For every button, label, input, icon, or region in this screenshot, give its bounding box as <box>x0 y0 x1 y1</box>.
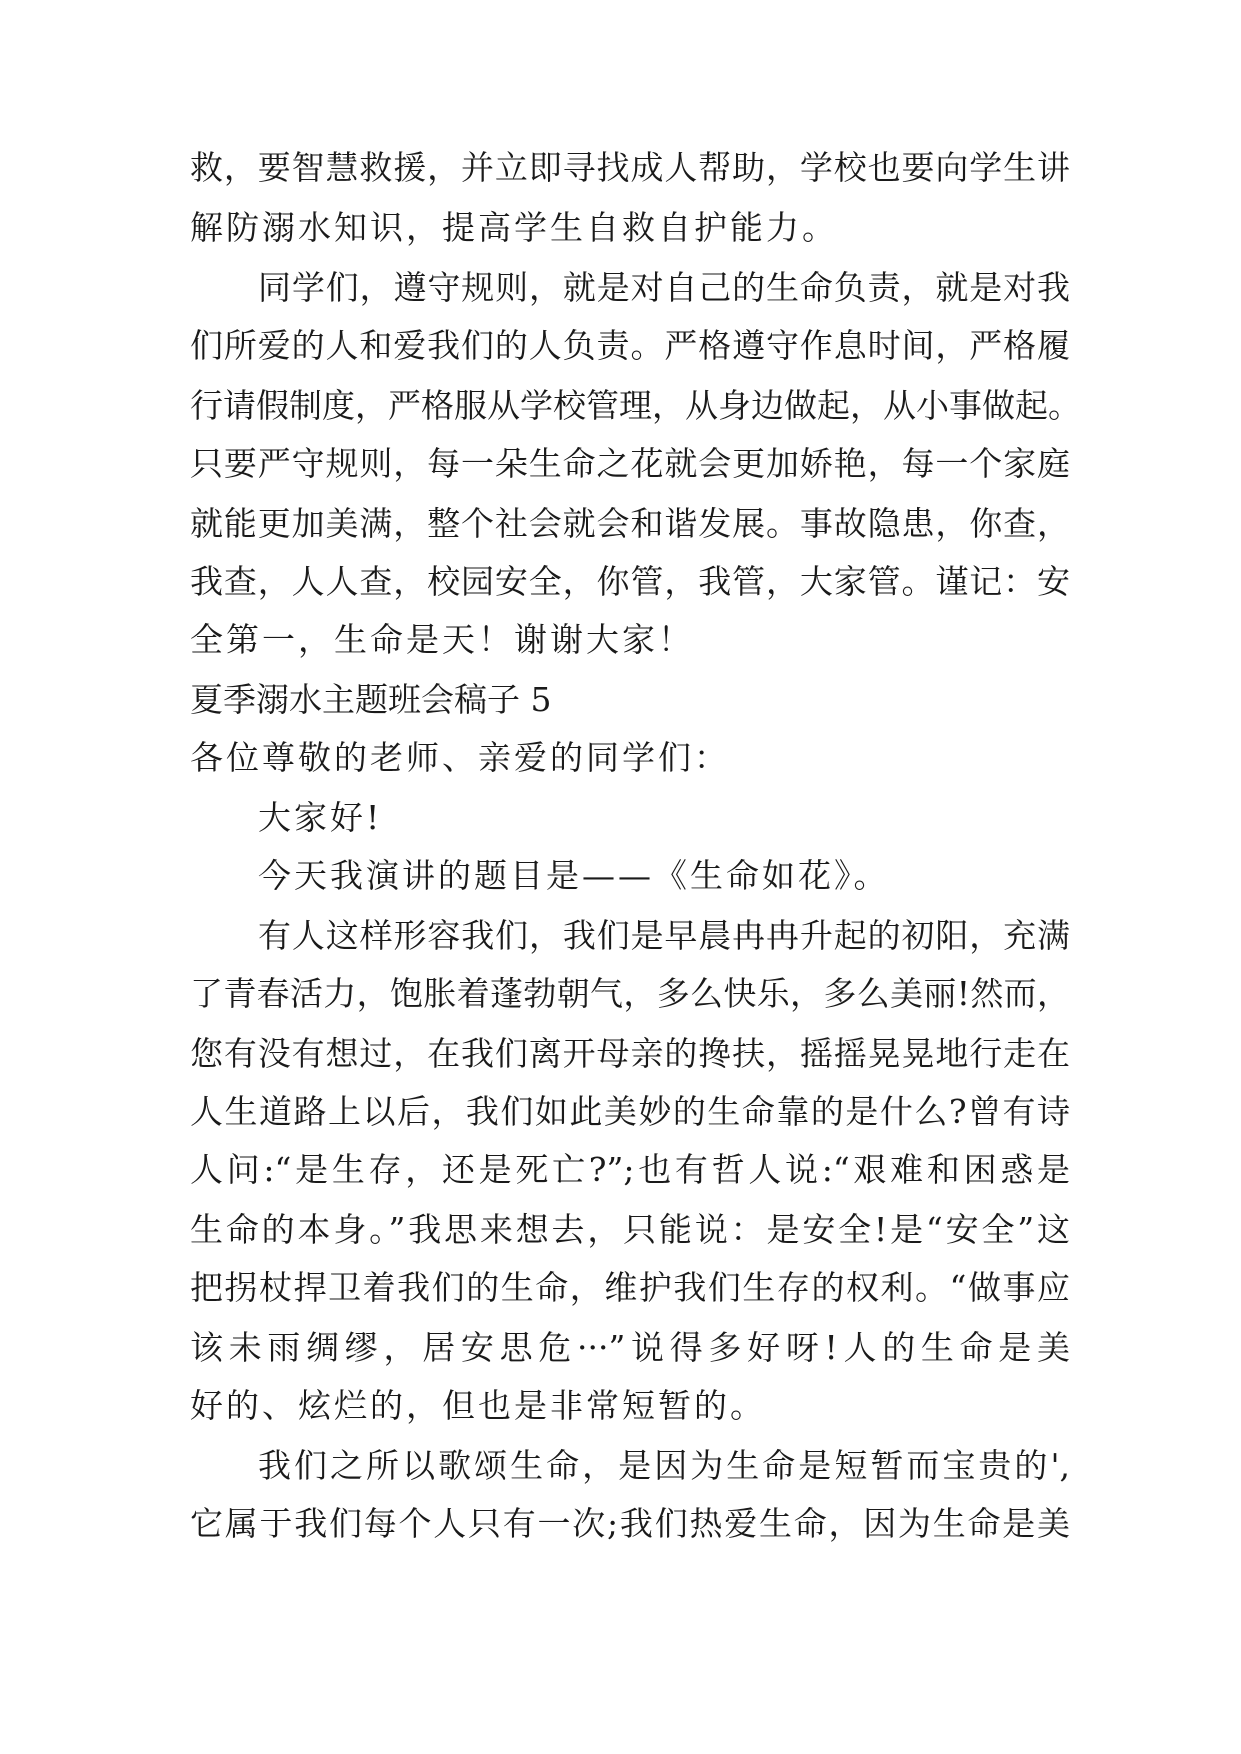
body-text-line: 人问:“是生存，还是死亡?”;也有哲人说:“艰难和困惑是 <box>190 1150 1070 1189</box>
body-text-line: 只要严守规则，每一朵生命之花就会更加娇艳，每一个家庭 <box>190 444 1070 483</box>
body-text-line: 了青春活力，饱胀着蓬勃朝气，多么快乐，多么美丽!然而， <box>190 974 1070 1013</box>
section-heading: 夏季溺水主题班会稿子 5 <box>190 680 552 719</box>
body-text-line: 生命的本身。”我思来想去，只能说：是安全!是“安全”这 <box>190 1210 1070 1249</box>
body-text-line: 人生道路上以后，我们如此美妙的生命靠的是什么?曾有诗 <box>190 1092 1070 1131</box>
salutation: 各位尊敬的老师、亲爱的同学们： <box>190 738 730 777</box>
body-text-line: 行请假制度，严格服从学校管理，从身边做起，从小事做起。 <box>190 386 1081 425</box>
body-text-line: 我们之所以歌颂生命，是因为生命是短暂而宝贵的', <box>258 1446 1070 1485</box>
body-text-line: 好的、炫烂的，但也是非常短暂的。 <box>190 1386 766 1425</box>
greeting: 大家好! <box>258 798 383 837</box>
speech-title-line: 今天我演讲的题目是——《生命如花》。 <box>258 856 890 895</box>
body-text-line: 就能更加美满，整个社会就会和谐发展。事故隐患，你查， <box>190 504 1070 543</box>
body-text-line: 您有没有想过，在我们离开母亲的搀扶，摇摇晃晃地行走在 <box>190 1034 1070 1073</box>
body-text-line: 它属于我们每个人只有一次;我们热爱生命，因为生命是美 <box>190 1504 1070 1543</box>
body-text-line: 该未雨绸缪，居安思危···”说得多好呀!人的生命是美 <box>190 1328 1070 1367</box>
body-text-line: 把拐杖捍卫着我们的生命，维护我们生存的权利。“做事应 <box>190 1268 1070 1307</box>
body-text-line: 有人这样形容我们，我们是早晨冉冉升起的初阳，充满 <box>258 916 1070 955</box>
body-text-line: 解防溺水知识，提高学生自救自护能力。 <box>190 208 838 247</box>
body-text-line: 们所爱的人和爱我们的人负责。严格遵守作息时间，严格履 <box>190 326 1070 365</box>
body-text-line: 救，要智慧救援，并立即寻找成人帮助，学校也要向学生讲 <box>190 148 1070 187</box>
body-text-line: 全第一，生命是天！谢谢大家！ <box>190 620 694 659</box>
body-text-line: 同学们，遵守规则，就是对自己的生命负责，就是对我 <box>258 268 1070 307</box>
body-text-line: 我查，人人查，校园安全，你管，我管，大家管。谨记：安 <box>190 562 1070 601</box>
